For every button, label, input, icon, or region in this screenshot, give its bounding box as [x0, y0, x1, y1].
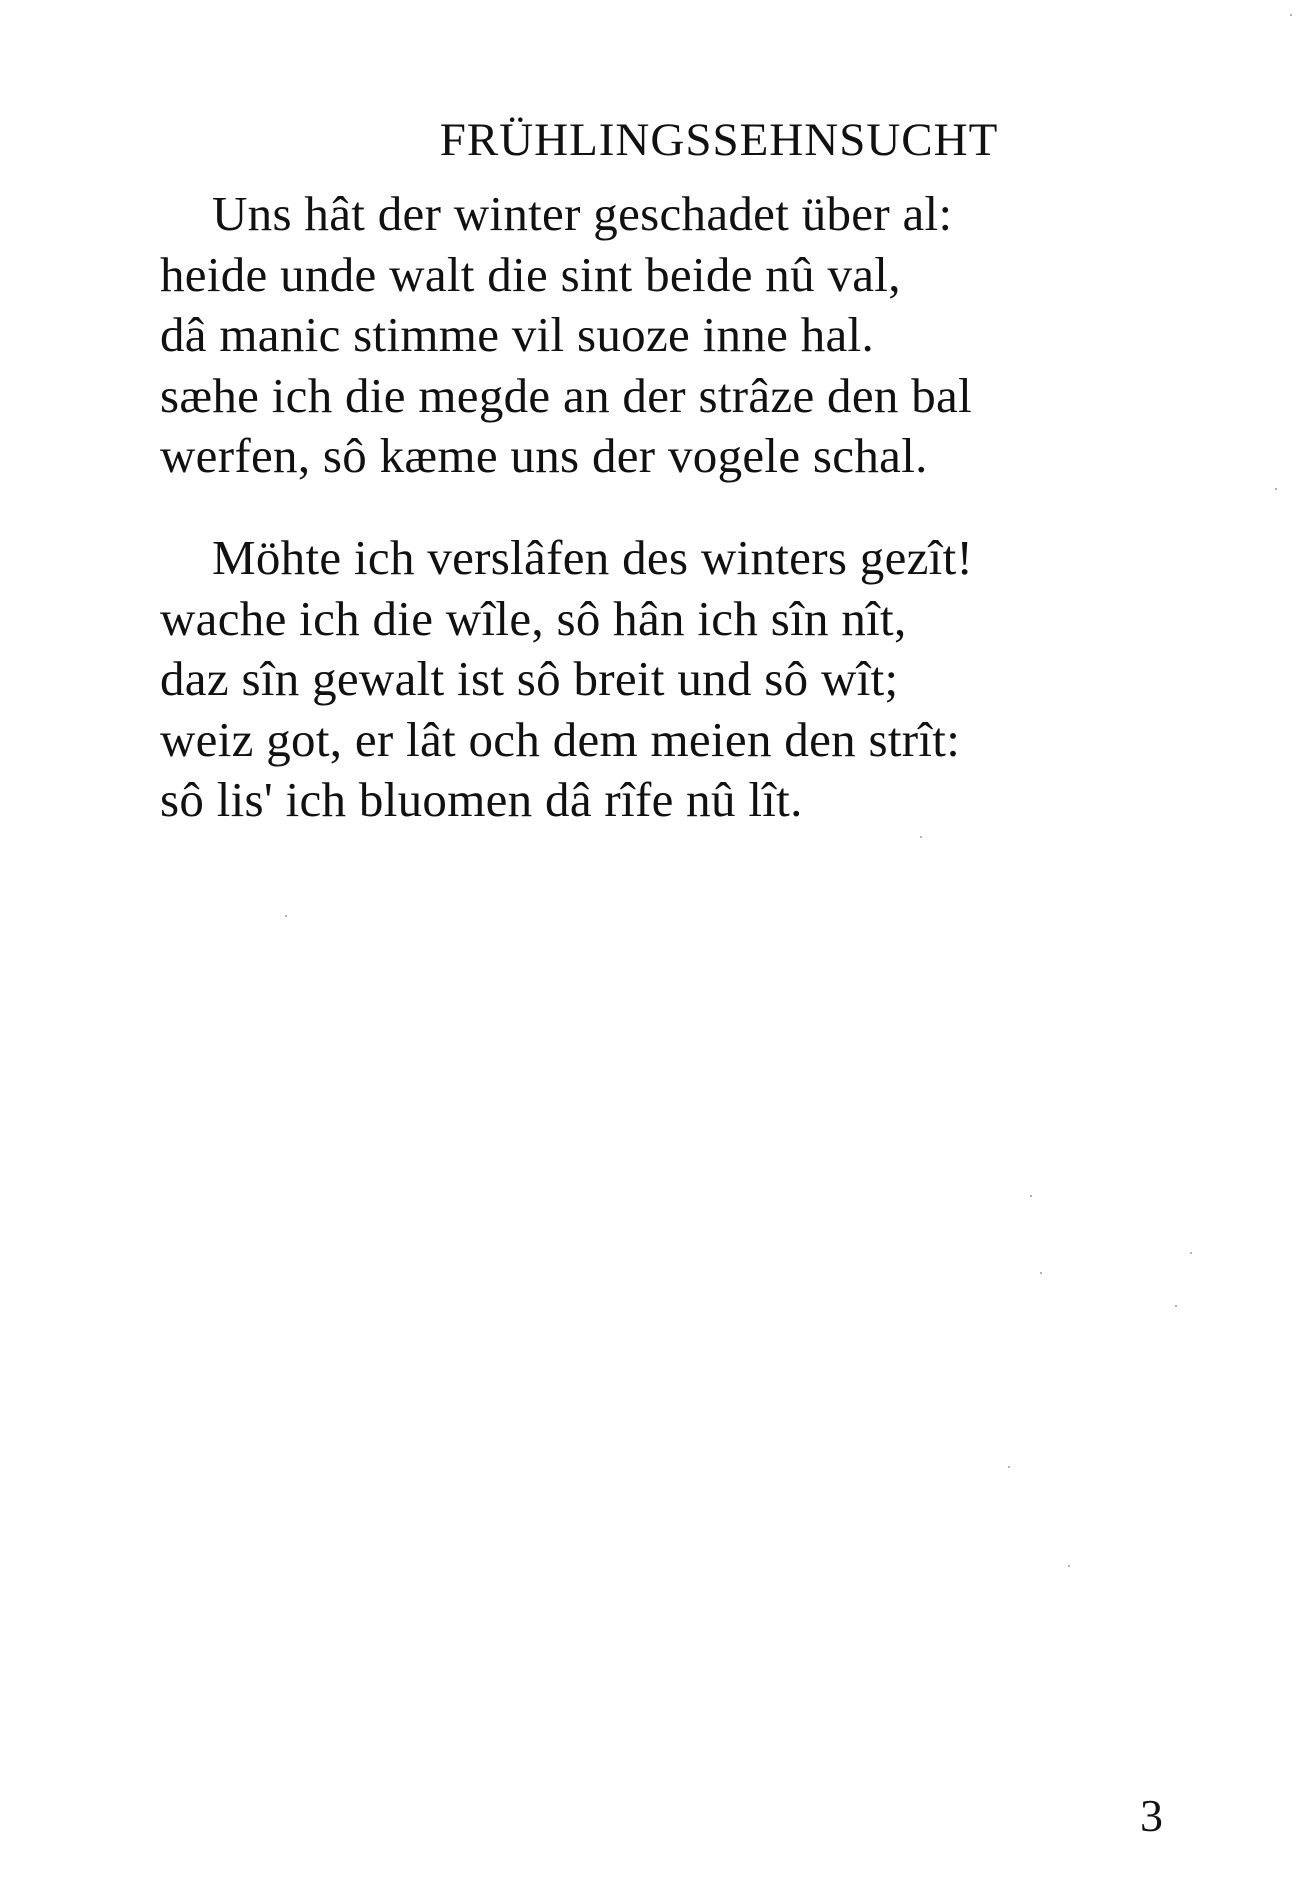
- poem-title: FRÜHLINGSSEHNSUCHT: [439, 114, 999, 166]
- verse-line: wache ich die wîle, sô hân ich sîn nît,: [160, 590, 907, 646]
- paper-speck: [1175, 1305, 1177, 1307]
- verse-line: weiz got, er lât och dem meien den strît:: [160, 711, 961, 767]
- paper-speck: [285, 915, 287, 917]
- paper-speck: [1008, 1466, 1010, 1468]
- page-number: 3: [1140, 1790, 1163, 1841]
- verse-line: sæhe ich die megde an der strâze den bal: [160, 367, 973, 423]
- verse-line: werfen, sô kæme uns der vogele schal.: [160, 428, 928, 483]
- paper-speck: [1040, 1272, 1042, 1274]
- stanza-1: [160, 184, 972, 487]
- verse-line: Uns hât der winter geschadet über al:: [212, 186, 953, 241]
- verse-line: sô lis' ich bluomen dâ rîfe nû lît.: [160, 772, 803, 827]
- verse-line: daz sîn gewalt ist sô breit und sô wît;: [160, 651, 899, 706]
- paper-speck: [1190, 1252, 1192, 1254]
- verse-line: heide unde walt die sint beide nû val,: [160, 246, 901, 302]
- paper-speck: [1030, 1195, 1032, 1197]
- stanza-2: [160, 528, 973, 831]
- verse-line: Möhte ich verslâfen des winters gezît!: [212, 530, 974, 585]
- paper-speck: [1290, 14, 1292, 16]
- paper-speck: [1275, 488, 1277, 490]
- paper-speck: [1068, 1565, 1070, 1567]
- paper-speck: [920, 836, 922, 838]
- verse-line: dâ manic stimme vil suoze inne hal.: [160, 307, 875, 362]
